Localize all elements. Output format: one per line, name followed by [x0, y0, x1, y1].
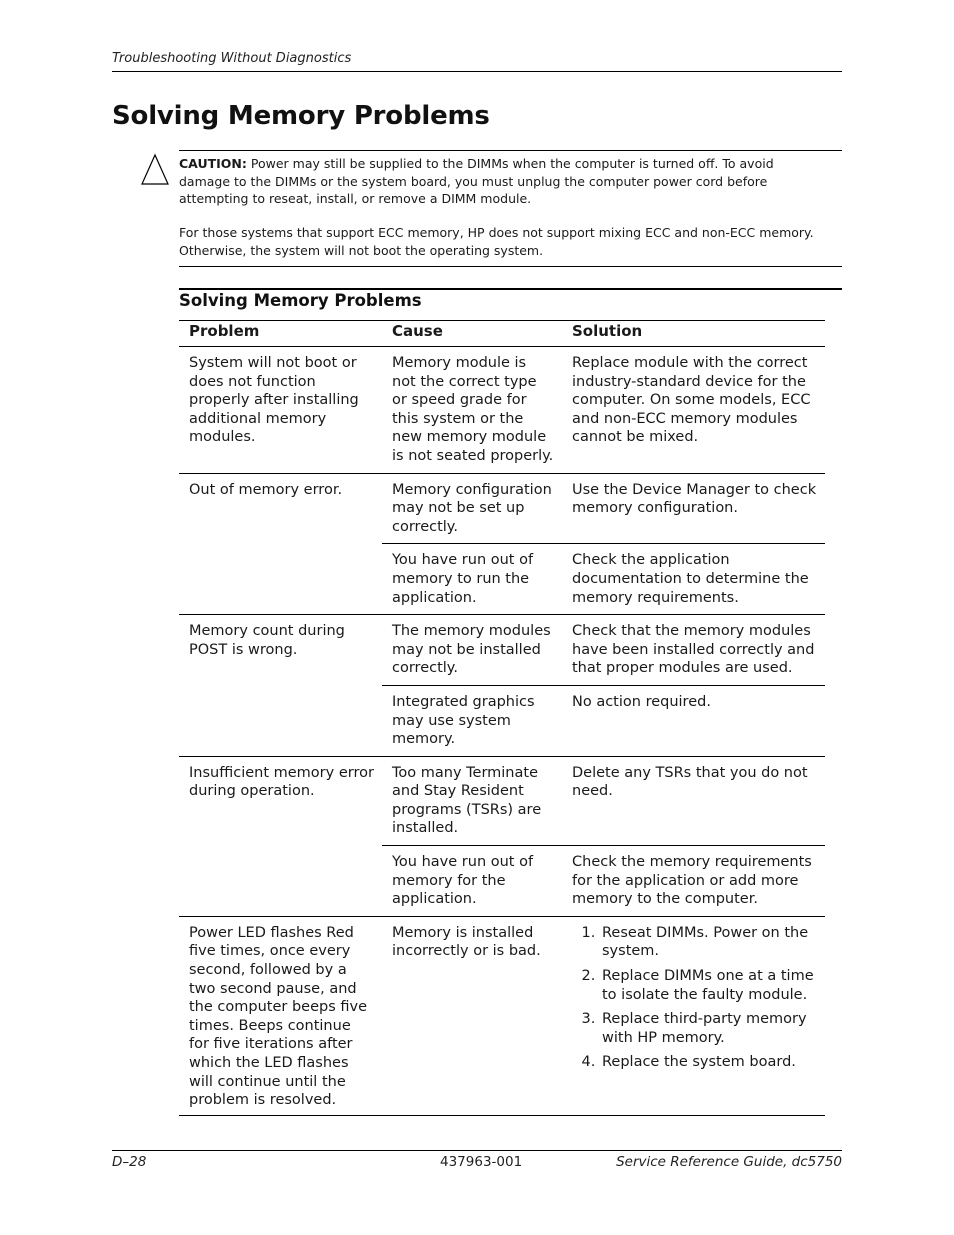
table-row: [179, 756, 825, 845]
solution-cell: Check the application documentation to determine the memory requirements.: [562, 544, 825, 615]
problem-cell: System will not boot or does not function properly after installing additional memory modules.: [179, 347, 382, 474]
problem-cell: Power LED flashes Red five times, once every second, followed by a two second pause, and the computer beeps five times. Beeps continue for five iterations after which the LED flashes will continue until the problem is resolved.: [179, 916, 382, 1115]
column-header-problem: Problem: [179, 321, 382, 347]
doc-number: 437963-001: [440, 1154, 523, 1170]
cause-cell: You have run out of memory for the application.: [382, 846, 562, 917]
solution-step: 4. Replace the system board.: [600, 1053, 817, 1072]
solution-cell: Check that the memory modules have been installed correctly and that proper modules are used.: [562, 615, 825, 686]
caution-text: [179, 155, 819, 208]
cause-cell: The memory modules may not be installed correctly.: [382, 615, 562, 686]
solution-step: 2. Replace DIMMs one at a time to isolate the faulty module.: [600, 967, 817, 1004]
caution-label: CAUTION:: [179, 156, 247, 171]
table-row: [179, 347, 825, 474]
solution-cell: No action required.: [562, 685, 825, 756]
footer-rule: [112, 1150, 842, 1151]
table-row: [179, 615, 825, 686]
cause-cell: Memory module is not the correct type or speed grade for this system or the new memory module is not seated properly.: [382, 347, 562, 474]
problem-cell: Out of memory error.: [179, 473, 382, 615]
table-title: Solving Memory Problems: [179, 291, 422, 310]
header-rule: [112, 71, 842, 72]
running-head: Troubleshooting Without Diagnostics: [112, 51, 352, 66]
table-row: [179, 473, 825, 544]
solution-cell: Replace module with the correct industry-standard device for the computer. On some models, ECC and non-ECC memory modules cannot be mixed.: [562, 347, 825, 474]
table-row: [179, 916, 825, 1115]
solution-cell: Check the memory requirements for the application or add more memory to the computer.: [562, 846, 825, 917]
solution-steps-list: [572, 924, 817, 1072]
problem-cell: Insufficient memory error during operation.: [179, 756, 382, 916]
cause-cell: Too many Terminate and Stay Resident programs (TSRs) are installed.: [382, 756, 562, 845]
solution-cell: [562, 916, 825, 1115]
column-header-solution: Solution: [562, 321, 825, 347]
caution-triangle-icon: [140, 153, 170, 187]
caution-message: Power may still be supplied to the DIMMs when the computer is turned off. To avoid damage to the DIMMs or the system board, you must unplug the computer power cord before attempting to reseat, install, or remove a DIMM module.: [179, 156, 774, 206]
cause-cell: Memory configuration may not be set up correctly.: [382, 473, 562, 544]
cause-cell: Integrated graphics may use system memory.: [382, 685, 562, 756]
column-header-cause: Cause: [382, 321, 562, 347]
solution-step: 3. Replace third-party memory with HP memory.: [600, 1010, 817, 1047]
solution-cell: Use the Device Manager to check memory configuration.: [562, 473, 825, 544]
page-number: D–28: [112, 1154, 147, 1170]
problem-cell: Memory count during POST is wrong.: [179, 615, 382, 757]
cause-cell: You have run out of memory to run the application.: [382, 544, 562, 615]
caution-note: For those systems that support ECC memory, HP does not support mixing ECC and non-ECC memory. Otherwise, the system will not boot the operating system.: [179, 225, 814, 258]
table-title-rule: [179, 288, 842, 290]
cause-cell: Memory is installed incorrectly or is bad.: [382, 916, 562, 1115]
table-header-row: [179, 321, 825, 347]
solution-cell: Delete any TSRs that you do not need.: [562, 756, 825, 845]
solution-step: 1. Reseat DIMMs. Power on the system.: [600, 924, 817, 961]
page-title: Solving Memory Problems: [112, 101, 490, 131]
guide-title: Service Reference Guide, dc5750: [616, 1154, 842, 1170]
memory-problems-table: [179, 320, 825, 1116]
